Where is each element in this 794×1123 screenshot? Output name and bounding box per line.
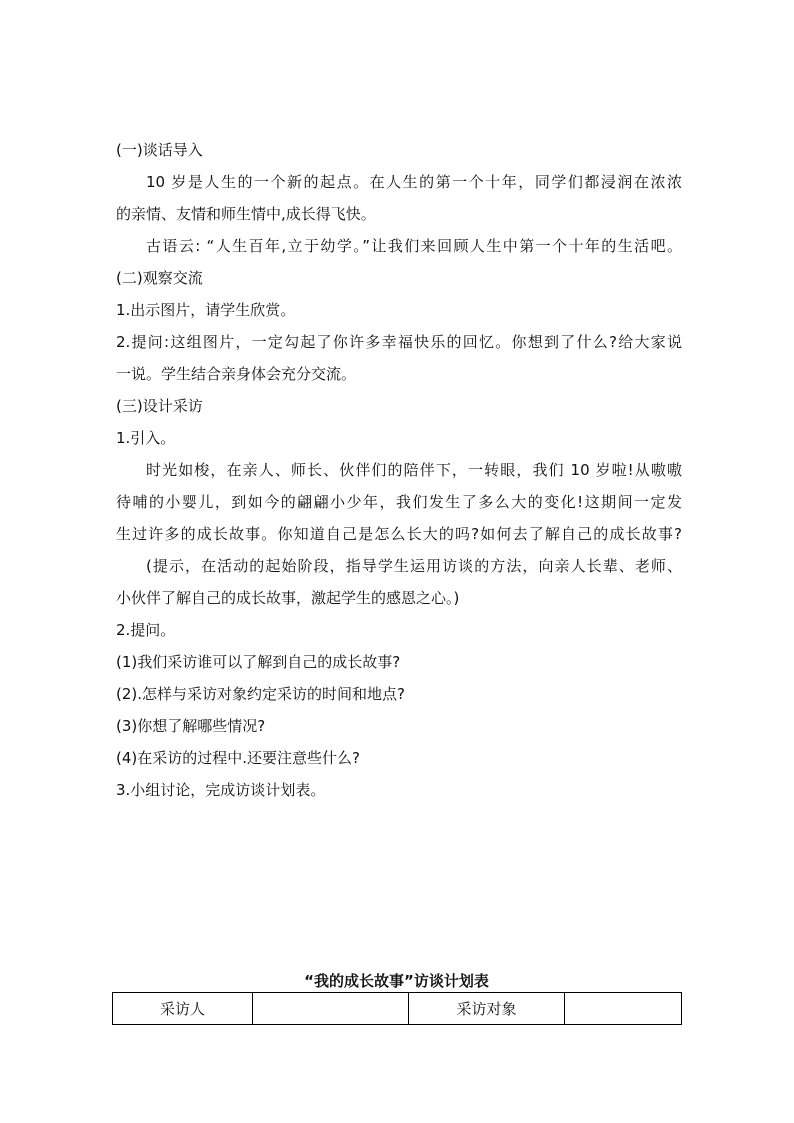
paragraph-line: 2.提问:这组图片，一定勾起了你许多幸福快乐的回忆。你想到了什么?给大家说 bbox=[116, 333, 682, 351]
list-item: (1)我们采访谁可以了解到自己的成长故事? bbox=[116, 653, 401, 671]
subject-field[interactable] bbox=[565, 993, 682, 1025]
list-item: (2).怎样与采访对象约定采访的时间和地点? bbox=[116, 685, 405, 703]
paragraph-line: 古语云: “人生百年,立于幼学。”让我们来回顾人生中第一个十年的生活吧。 bbox=[146, 237, 682, 255]
list-item: 1.出示图片，请学生欣赏。 bbox=[116, 301, 296, 319]
list-item: 3.小组讨论，完成访谈计划表。 bbox=[116, 781, 326, 799]
subject-label: 采访对象 bbox=[409, 993, 565, 1025]
paragraph-line: 一说。学生结合亲身体会充分交流。 bbox=[116, 365, 357, 383]
list-item: 2.提问。 bbox=[116, 621, 176, 639]
paragraph-line: 10 岁是人生的一个新的起点。在人生的第一个十年，同学们都浸润在浓浓 bbox=[146, 173, 682, 191]
list-item: (3)你想了解哪些情况? bbox=[116, 717, 266, 735]
paragraph-line: 的亲情、友情和师生情中,成长得飞快。 bbox=[116, 205, 376, 223]
section-heading-talk-intro: (一)谈话导入 bbox=[116, 141, 203, 159]
paragraph-line: (提示，在活动的起始阶段，指导学生运用访谈的方法，向亲人长辈、老师、 bbox=[146, 557, 682, 575]
interviewer-field[interactable] bbox=[253, 993, 409, 1025]
interviewer-label: 采访人 bbox=[113, 993, 253, 1025]
section-heading-observe: (二)观察交流 bbox=[116, 269, 203, 287]
paragraph-line: 生过许多的成长故事。你知道自己是怎么长大的吗?如何去了解自己的成长故事? bbox=[116, 525, 682, 543]
table-row bbox=[113, 993, 682, 1025]
table-title: “我的成长故事”访谈计划表 bbox=[304, 972, 489, 990]
section-heading-design-interview: (三)设计采访 bbox=[116, 397, 203, 415]
list-item: 1.引入。 bbox=[116, 429, 176, 447]
list-item: (4)在采访的过程中.还要注意些什么? bbox=[116, 749, 360, 767]
paragraph-line: 待哺的小婴儿，到如今的翩翩小少年，我们发生了多么大的变化!这期间一定发 bbox=[116, 493, 682, 511]
paragraph-line: 时光如梭，在亲人、师长、伙伴们的陪伴下，一转眼，我们 10 岁啦!从嗷嗷 bbox=[146, 461, 682, 479]
paragraph-line: 小伙伴了解自己的成长故事，激起学生的感恩之心。) bbox=[116, 589, 460, 607]
interview-plan-table bbox=[112, 992, 682, 1025]
